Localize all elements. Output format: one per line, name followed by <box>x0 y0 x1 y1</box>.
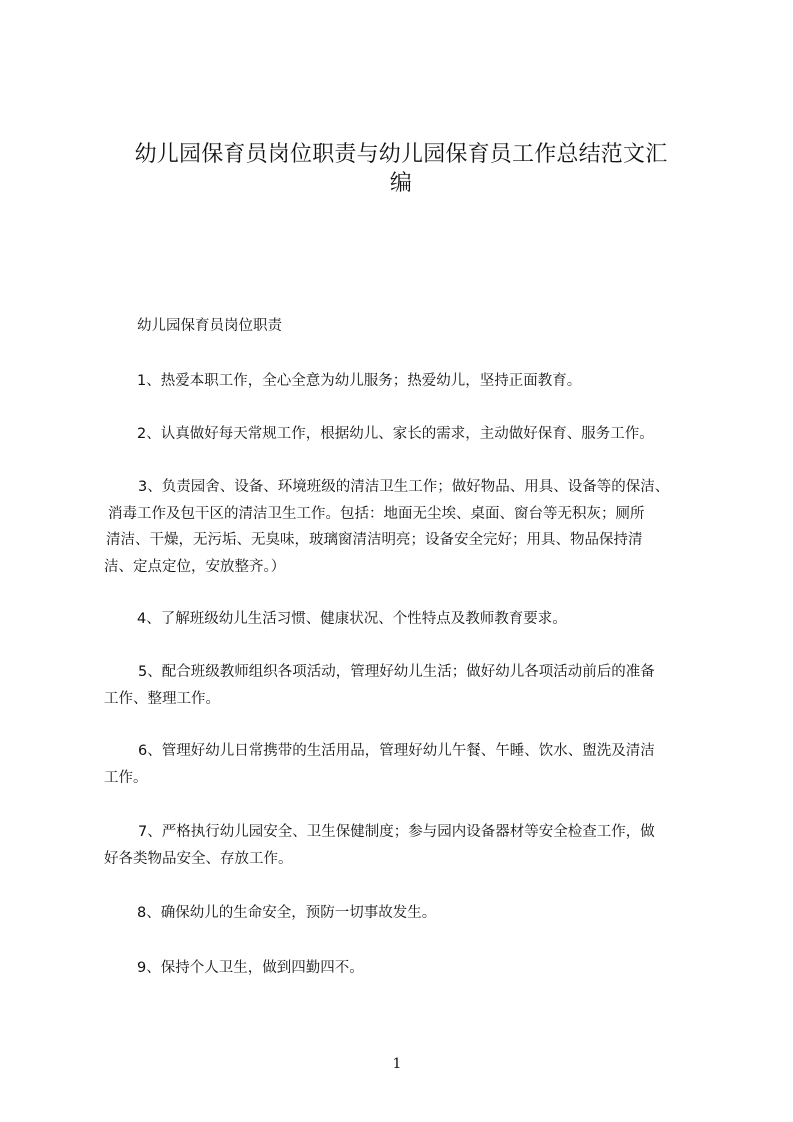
section-heading: 幼儿园保育员岗位职责 <box>137 318 282 334</box>
document-title <box>96 140 706 198</box>
duty-6-line-2: 工作。 <box>104 769 148 786</box>
duty-paragraph-8 <box>137 900 436 927</box>
duty-paragraph-1 <box>137 368 581 395</box>
duty-9-line-1: 9、保持个人卫生，做到四勤四不。 <box>137 960 364 976</box>
duty-2-line-1: 2、认真做好每天常规工作，根据幼儿、家长的需求，主动做好保育、服务工作。 <box>137 426 654 442</box>
duty-8-line-1: 8、确保幼儿的生命安全，预防一切事故发生。 <box>137 905 437 921</box>
title-line-2: 编 <box>389 171 413 196</box>
duty-paragraph-3 <box>104 474 669 580</box>
duty-3-line-1: 3、负责园舍、设备、环境班级的清洁卫生工作；做好物品、用具、设备等的保洁、 <box>138 479 670 495</box>
duty-paragraph-4 <box>137 606 567 633</box>
duty-1-line-1: 1、热爱本职工作，全心全意为幼儿服务；热爱幼儿，坚持正面教育。 <box>137 373 582 389</box>
duty-3-line-4: 洁、定点定位，安放整齐。） <box>104 558 286 575</box>
duty-paragraph-7 <box>104 819 655 872</box>
duty-paragraph-6 <box>104 738 655 791</box>
duty-paragraph-5 <box>104 659 655 712</box>
duty-5-line-1: 5、配合班级教师组织各项活动，管理好幼儿生活；做好幼儿各项活动前后的准备 <box>138 664 655 680</box>
duty-3-line-3: 清洁、干燥，无污垢、无臭味，玻璃窗清洁明亮；设备安全完好；用具、物品保持清 <box>106 532 643 548</box>
duty-paragraph-9 <box>137 955 364 982</box>
duty-6-line-1: 6、管理好幼儿日常携带的生活用品，管理好幼儿午餐、午睡、饮水、盥洗及清洁 <box>138 743 655 759</box>
duty-5-line-2: 工作、整理工作。 <box>104 690 220 707</box>
page-number: 1 <box>392 1056 402 1072</box>
title-line-1: 幼儿园保育员岗位职责与幼儿园保育员工作总结范文汇 <box>134 142 668 167</box>
duty-7-line-1: 7、严格执行幼儿园安全、卫生保健制度；参与园内设备器材等安全检查工作，做 <box>138 824 655 840</box>
duty-paragraph-2 <box>137 421 654 448</box>
duty-7-line-2: 好各类物品安全、存放工作。 <box>104 850 293 867</box>
duty-4-line-1: 4、了解班级幼儿生活习惯、健康状况、个性特点及教师教育要求。 <box>137 611 567 627</box>
duty-3-line-2: 消毒工作及包干区的清洁卫生工作。包括：地面无尘埃、桌面、窗台等无积灰；厕所 <box>108 505 645 522</box>
